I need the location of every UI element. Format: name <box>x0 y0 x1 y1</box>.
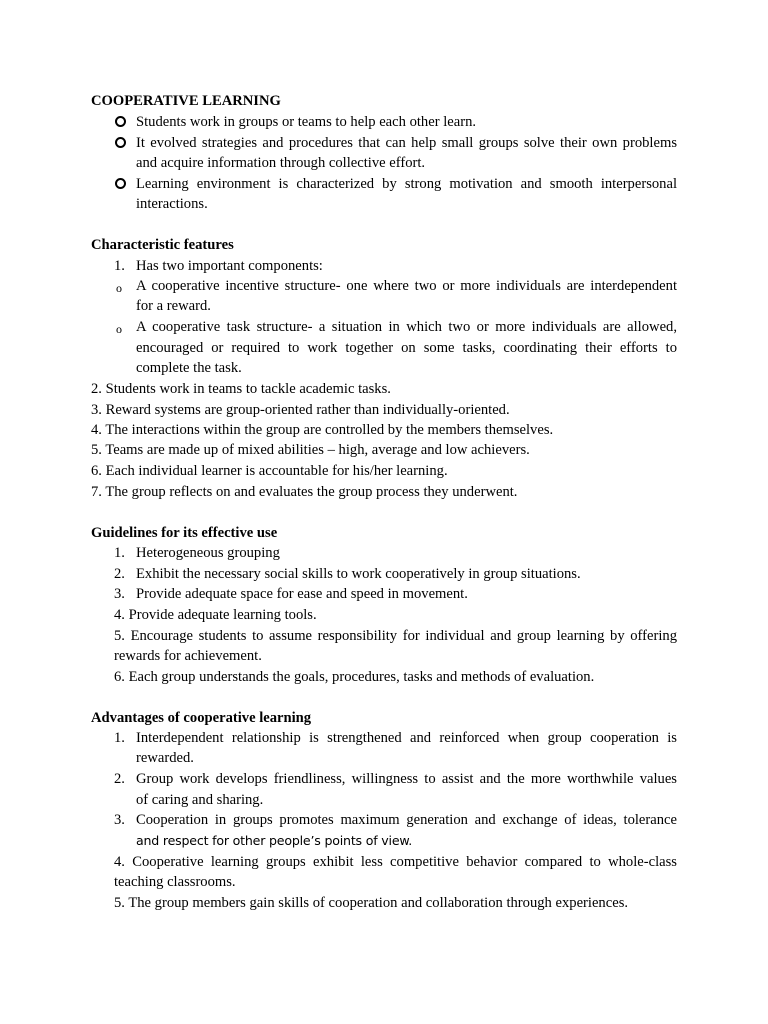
section-heading-guidelines: Guidelines for its effective use <box>91 525 278 541</box>
list-item-text: Interdependent relationship is strengthened and reinforced when group cooperation is <box>136 730 677 746</box>
list-item-text: 5. Teams are made up of mixed abilities – high, average and low achievers. <box>91 442 530 458</box>
list-item-text: Has two important components: <box>136 258 323 274</box>
section-heading-cooperative-learning: COOPERATIVE LEARNING <box>91 93 281 109</box>
list-item-text: 6. Each group understands the goals, procedures, tasks and methods of evaluation. <box>114 669 595 685</box>
sub-bullet-text: A cooperative task structure- a situation in which two or more individuals are allowed, <box>136 319 677 335</box>
list-item-text: 3. Reward systems are group-oriented rather than individually-oriented. <box>91 402 510 418</box>
small-circle-bullet-icon: o <box>116 281 122 295</box>
list-item-text: Group work develops friendliness, willingness to assist and the more worthwhile values <box>136 771 677 787</box>
list-item-text: teaching classrooms. <box>114 874 236 890</box>
ring-bullet-icon <box>115 137 126 148</box>
list-item-text: 4. The interactions within the group are controlled by the members themselves. <box>91 422 554 438</box>
list-item-text: 6. Each individual learner is accountable for his/her learning. <box>91 463 448 479</box>
bullet-text: Learning environment is characterized by strong motivation and smooth interpersonal <box>136 176 677 192</box>
list-item-text: Heterogeneous grouping <box>136 545 280 561</box>
ring-bullet-icon <box>115 178 126 189</box>
list-item-text: Cooperation in groups promotes maximum generation and exchange of ideas, tolerance <box>136 812 677 828</box>
bullet-text: and acquire information through collective effort. <box>136 155 426 171</box>
list-number: 1. <box>114 545 125 561</box>
list-number: 3. <box>114 586 125 602</box>
sub-bullet-text: A cooperative incentive structure- one where two or more individuals are interdependent <box>136 278 677 294</box>
list-number: 3. <box>114 812 125 828</box>
list-item-text: 4. Cooperative learning groups exhibit less competitive behavior compared to whole-class <box>114 854 677 870</box>
bullet-text: It evolved strategies and procedures that can help small groups solve their own problems <box>136 135 677 151</box>
list-number: 2. <box>114 771 125 787</box>
list-number: 1. <box>114 730 125 746</box>
list-item-text: of caring and sharing. <box>136 792 264 808</box>
section-heading-advantages: Advantages of cooperative learning <box>91 710 312 726</box>
list-item-text: Provide adequate space for ease and speed in movement. <box>136 586 468 602</box>
list-item-text: rewards for achievement. <box>114 648 262 664</box>
section-heading-characteristic-features: Characteristic features <box>91 237 234 253</box>
sub-bullet-text: for a reward. <box>136 298 211 314</box>
bullet-text: interactions. <box>136 196 208 212</box>
list-item-text: 2. Students work in teams to tackle academic tasks. <box>91 381 391 397</box>
small-circle-bullet-icon: o <box>116 322 122 336</box>
list-item-text: Exhibit the necessary social skills to work cooperatively in group situations. <box>136 566 581 582</box>
list-item-text: 4. Provide adequate learning tools. <box>114 607 317 623</box>
ring-bullet-icon <box>115 116 126 127</box>
sub-bullet-text: complete the task. <box>136 360 242 376</box>
bullet-text: Students work in groups or teams to help each other learn. <box>136 114 477 130</box>
list-item-text: rewarded. <box>136 750 194 766</box>
list-item-text: 5. The group members gain skills of cooperation and collaboration through experiences. <box>114 895 629 911</box>
list-item-text: and respect for other people’s points of view. <box>136 833 413 848</box>
list-item-text: 5. Encourage students to assume responsibility for individual and group learning by offering <box>114 628 677 644</box>
sub-bullet-text: encouraged or required to work together on some tasks, coordinating their efforts to <box>136 340 677 356</box>
list-number: 2. <box>114 566 125 582</box>
list-number: 1. <box>114 258 125 274</box>
list-item-text: 7. The group reflects on and evaluates the group process they underwent. <box>91 484 518 500</box>
